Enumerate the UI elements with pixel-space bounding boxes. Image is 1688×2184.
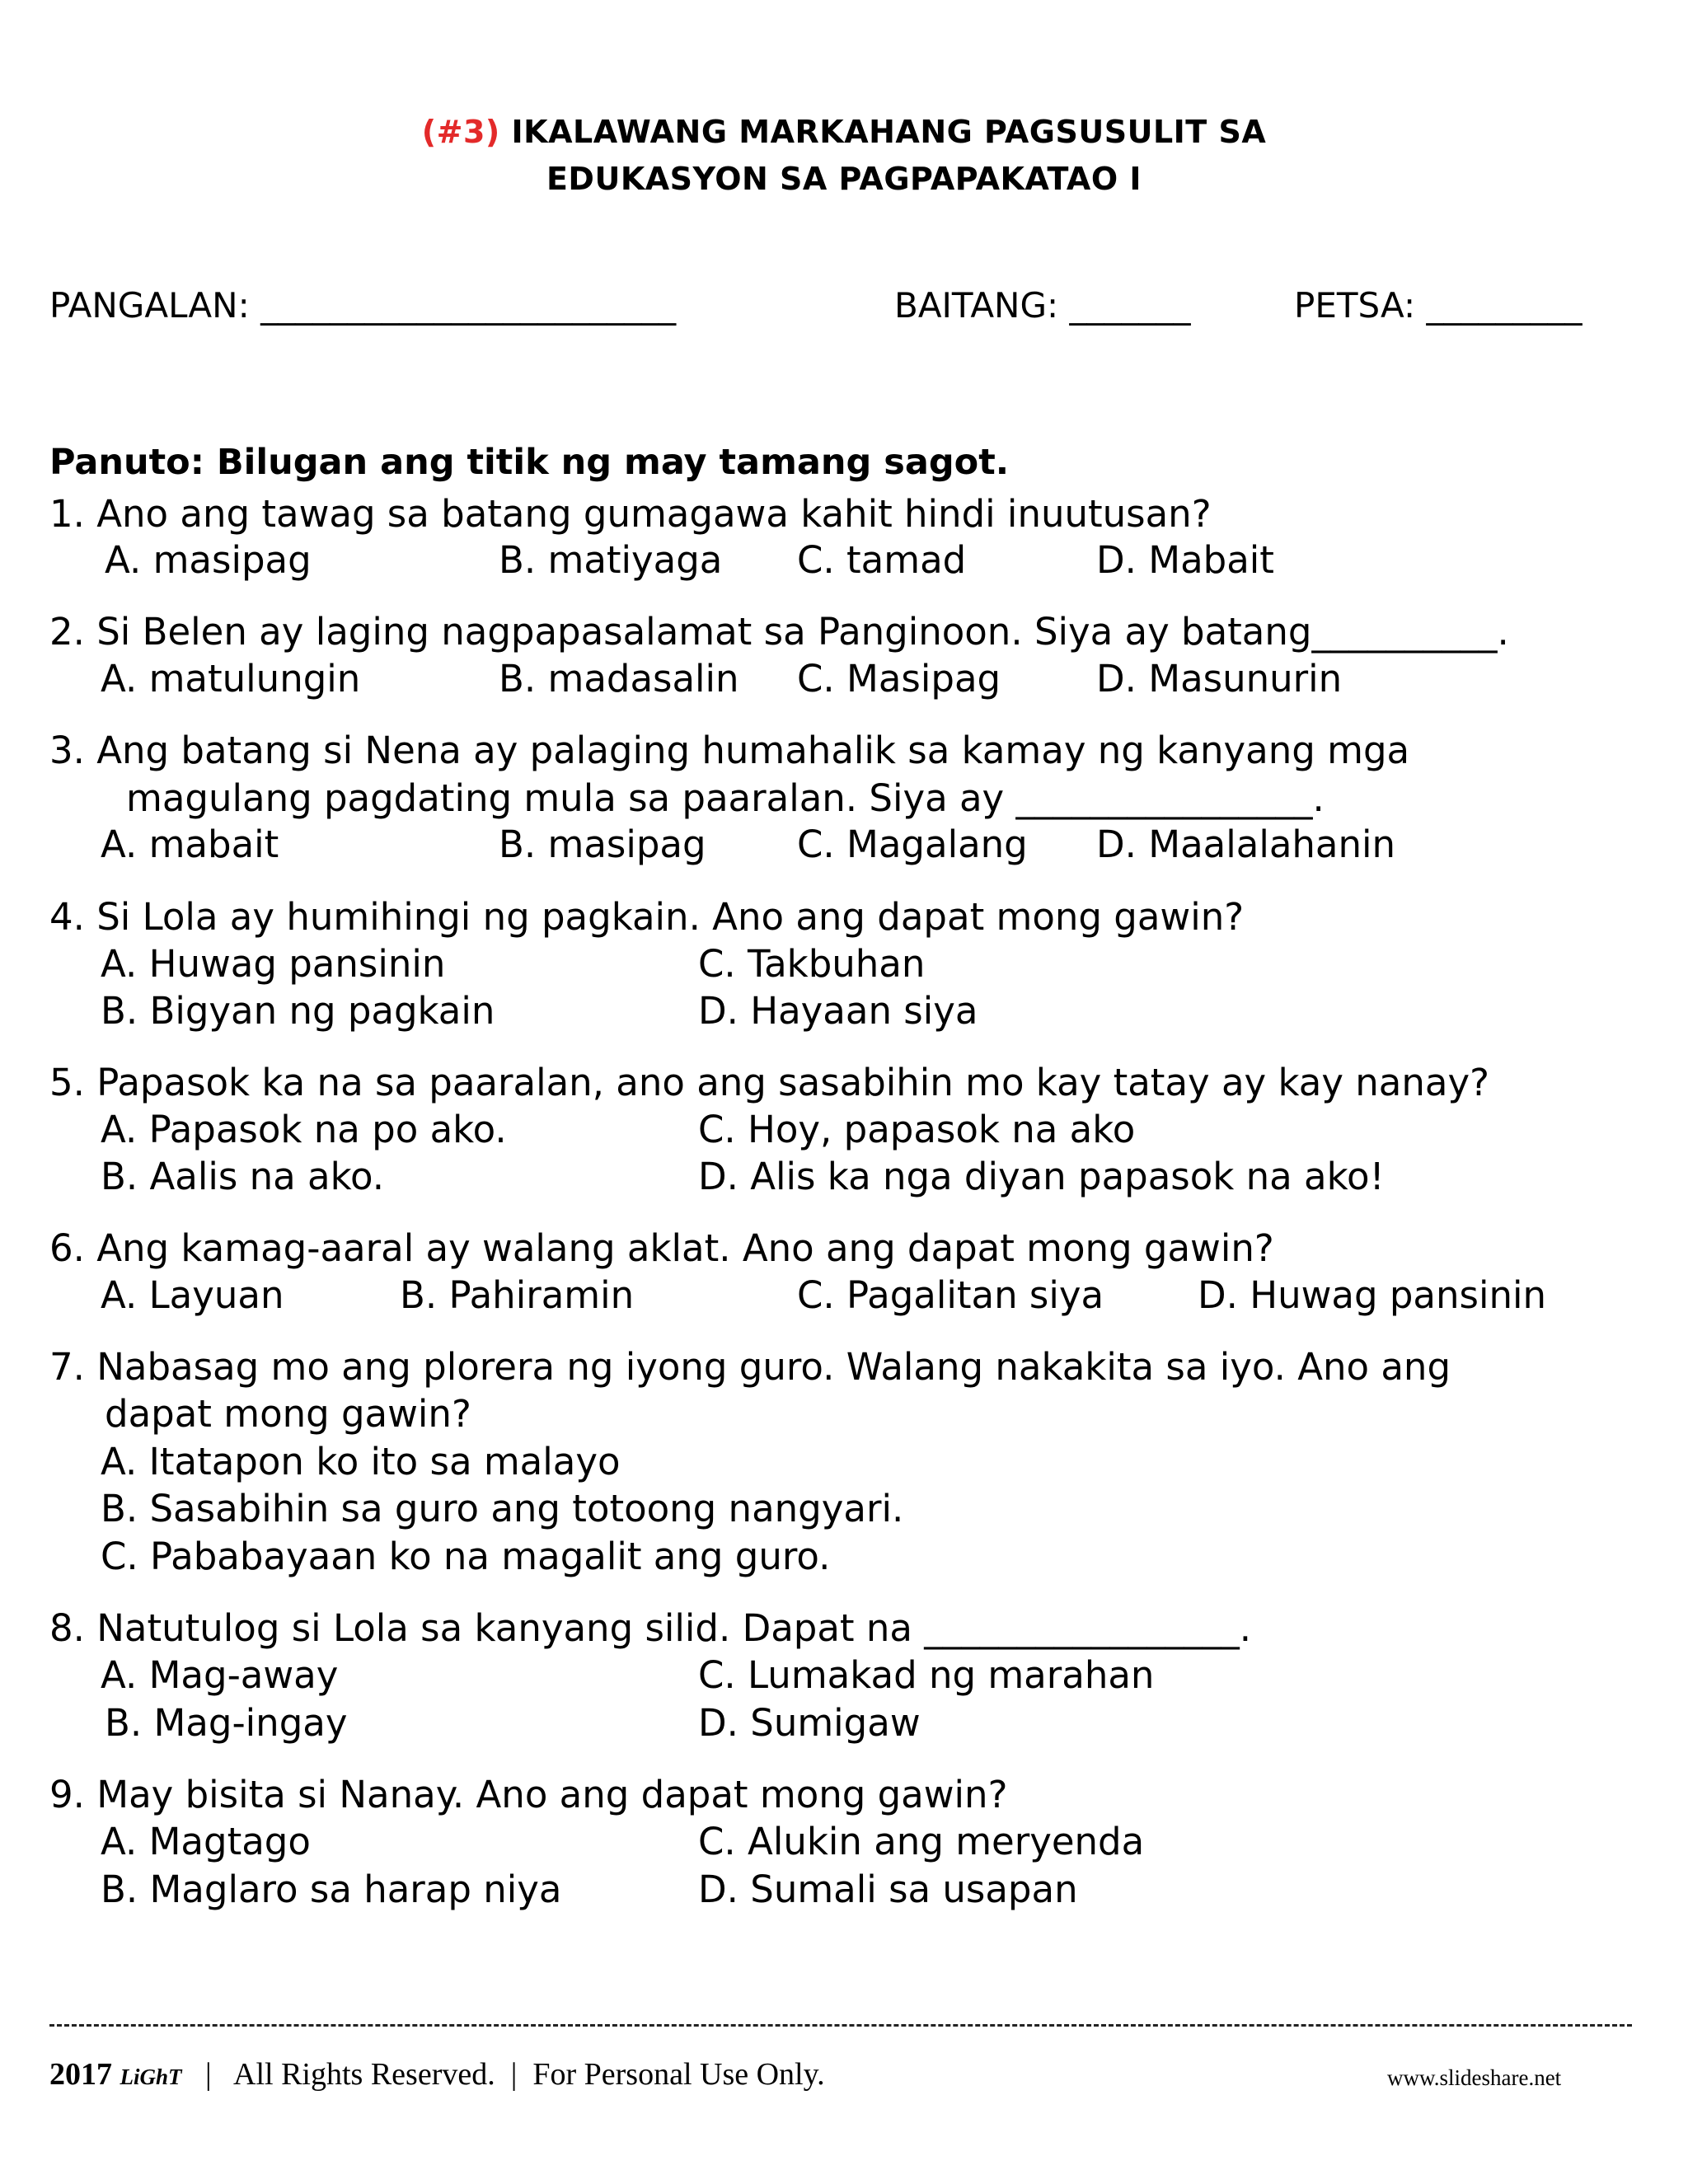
q7-choice-c: C. Pababayaan ko na magalit ang guro. bbox=[101, 1535, 831, 1578]
instructions: Panuto: Bilugan ang titik ng may tamang sagot. bbox=[49, 442, 1010, 483]
question-5: 5. Papasok ka na sa paaralan, ano ang sasabihin mo kay tatay ay kay nanay? bbox=[49, 1061, 1489, 1104]
q6-choice-b: B. Pahiramin bbox=[400, 1273, 635, 1317]
footer-website-link[interactable]: www.slideshare.net bbox=[1387, 2065, 1562, 2090]
question-6: 6. Ang kamag-aaral ay walang aklat. Ano ang dapat mong gawin? bbox=[49, 1226, 1274, 1270]
footer-rights: All Rights Reserved. bbox=[233, 2057, 495, 2092]
question-7: 7. Nabasag mo ang plorera ng iyong guro. Walang nakakita sa iyo. Ano ang bbox=[49, 1345, 1451, 1389]
footer-personal-use: For Personal Use Only. bbox=[532, 2057, 825, 2092]
question-1: 1. Ano ang tawag sa batang gumagawa kahit hindi inuutusan? bbox=[49, 492, 1212, 536]
question-2: 2. Si Belen ay laging nagpapasalamat sa Panginoon. Siya ay batang__________. bbox=[49, 610, 1509, 654]
q1-choice-b: B. matiyaga bbox=[499, 538, 723, 582]
q4-choice-d: D. Hayaan siya bbox=[698, 989, 978, 1033]
q3-choice-d: D. Maalalahanin bbox=[1096, 823, 1396, 866]
q9-choice-d: D. Sumali sa usapan bbox=[698, 1868, 1078, 1911]
q4-choice-c: C. Takbuhan bbox=[698, 942, 926, 986]
date-field: PETSA: _________ bbox=[1294, 285, 1582, 326]
footer-separator: | bbox=[510, 2057, 518, 2092]
q9-choice-a: A. Magtago bbox=[101, 1820, 311, 1863]
q4-choice-a: A. Huwag pansinin bbox=[101, 942, 446, 986]
q9-choice-b: B. Maglaro sa harap niya bbox=[101, 1868, 562, 1911]
q6-choice-d: D. Huwag pansinin bbox=[1198, 1273, 1547, 1317]
q4-choice-b: B. Bigyan ng pagkain bbox=[101, 989, 495, 1033]
grade-field: BAITANG: _______ bbox=[894, 285, 1191, 326]
q2-choice-b: B. madasalin bbox=[499, 657, 739, 701]
q7-choice-b: B. Sasabihin sa guro ang totoong nangyari. bbox=[101, 1487, 904, 1530]
q1-choice-a: A. masipag bbox=[105, 538, 312, 582]
question-8: 8. Natutulog si Lola sa kanyang silid. Dapat na _________________. bbox=[49, 1606, 1252, 1650]
q1-choice-d: D. Mabait bbox=[1096, 538, 1274, 582]
q6-choice-a: A. Layuan bbox=[101, 1273, 284, 1317]
footer-copyright bbox=[49, 2059, 825, 2090]
q6-choice-c: C. Pagalitan siya bbox=[797, 1273, 1104, 1317]
footer-year: 2017 bbox=[49, 2057, 112, 2092]
footer-brand: LiGhT bbox=[120, 2064, 182, 2089]
q9-choice-c: C. Alukin ang meryenda bbox=[698, 1820, 1145, 1863]
q3-choice-c: C. Magalang bbox=[797, 823, 1028, 866]
exam-title-line2: EDUKASYON SA PAGPAPAKATAO I bbox=[546, 161, 1142, 197]
exam-title-line1 bbox=[0, 116, 1688, 148]
question-9: 9. May bisita si Nanay. Ano ang dapat mong gawin? bbox=[49, 1773, 1008, 1816]
q5-choice-b: B. Aalis na ako. bbox=[101, 1155, 385, 1198]
q2-choice-c: C. Masipag bbox=[797, 657, 1001, 701]
q2-choice-d: D. Masunurin bbox=[1096, 657, 1343, 701]
q7-choice-a: A. Itatapon ko ito sa malayo bbox=[101, 1440, 621, 1483]
q3-choice-a: A. mabait bbox=[101, 823, 279, 866]
name-field: PANGALAN: ________________________ bbox=[49, 285, 677, 326]
q1-choice-c: C. tamad bbox=[797, 538, 967, 582]
q5-choice-a: A. Papasok na po ako. bbox=[101, 1108, 507, 1151]
footer-separator: | bbox=[205, 2057, 212, 2092]
question-4: 4. Si Lola ay humihingi ng pagkain. Ano ang dapat mong gawin? bbox=[49, 895, 1245, 939]
q2-choice-a: A. matulungin bbox=[101, 657, 361, 701]
exam-title-text: IKALAWANG MARKAHANG PAGSUSULIT SA bbox=[511, 114, 1267, 150]
question-3: 3. Ang batang si Nena ay palaging humahalik sa kamay ng kanyang mga bbox=[49, 729, 1410, 772]
question-7-cont: dapat mong gawin? bbox=[105, 1392, 471, 1436]
q5-choice-c: C. Hoy, papasok na ako bbox=[698, 1108, 1136, 1151]
q8-choice-a: A. Mag-away bbox=[101, 1653, 339, 1697]
q3-choice-b: B. masipag bbox=[499, 823, 706, 866]
question-3-cont: magulang pagdating mula sa paaralan. Siya ay ________________. bbox=[126, 776, 1325, 820]
q8-choice-c: C. Lumakad ng marahan bbox=[698, 1653, 1155, 1697]
q5-choice-d: D. Alis ka nga diyan papasok na ako! bbox=[698, 1155, 1385, 1198]
exam-number: (#3) bbox=[421, 114, 500, 150]
q8-choice-b: B. Mag-ingay bbox=[105, 1701, 348, 1745]
q8-choice-d: D. Sumigaw bbox=[698, 1701, 921, 1745]
footer-divider bbox=[49, 2024, 1632, 2027]
